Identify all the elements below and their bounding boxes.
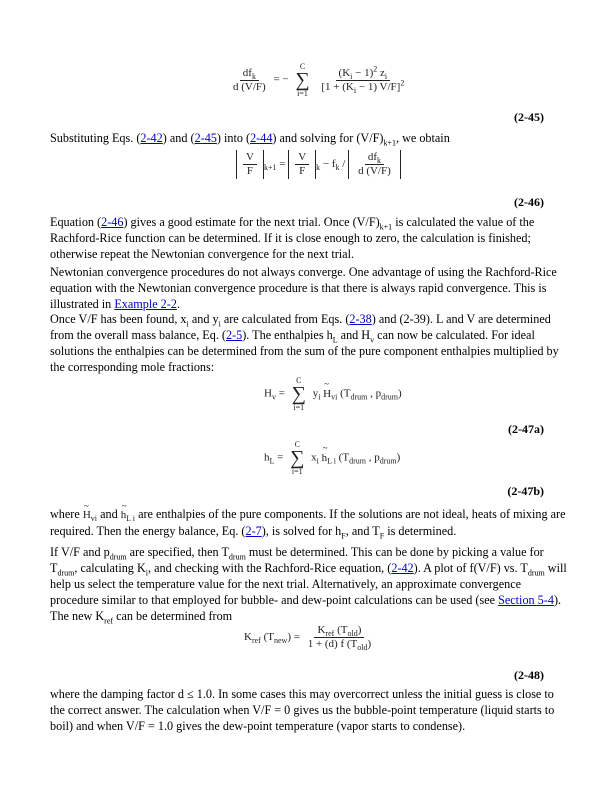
equation-2-46: $\frac{V}{F}$ $_{k+1}$ = $\frac{V}{F}$ $_k - f_k$ / $\frac{df_k}{d (V/F)}$ (236, 150, 401, 179)
equation-2-47a: $H_v$ = C ∑ i=1 $y_i$ ~ $H_{vi}$ ($T_{drum}$ , $p_{drum}$) (264, 376, 402, 412)
link-example-2-2[interactable]: Example 2-2 (114, 297, 177, 311)
equation-number-2-46: (2-46) (514, 195, 544, 209)
equation-number-2-45: (2-45) (514, 110, 544, 124)
paragraph-if-vf: If V/F and $p_{drum}$ are specified, then $T_{drum}$ must be determined. This can be done by picking a value for $T_{drum}$, calculating $K_i$, and checking with the Rachford-Rice equation, (2-42). A plot of f(V/F) vs. $T_{drum}$ will help us select the temperature value for the next trial. Alternatively, an approximate convergence procedure similar to that employed for bubble- and dew-point calculations can be used (see Section 5-4). The new $K_{ref}$ can be determined from (50, 545, 567, 626)
link-eq-2-38[interactable]: 2-38 (349, 312, 372, 326)
link-eq-2-44[interactable]: 2-44 (250, 131, 273, 145)
equation-2-47b: $h_L$ = C ∑ i=1 $x_i$ ~ $h_{L i}$ ($T_{drum}$ , $p_{drum}$) (264, 440, 400, 476)
paragraph-substituting: Substituting Eqs. (2-42) and (2-45) into (2-44) and solving for $(V/F)_{k+1}$, we obtain (50, 131, 450, 148)
paragraph-once-vf: Once V/F has been found, $x_i$ and $y_i$ are calculated from Eqs. (2-38) and (2-39). L and V are determined from the overall mass balance, Eq. (2-5). The enthalpies $h_L$ and $H_v$ can now be calculated. For ideal solutions the enthalpies can be determined from the sum of the pure component enthalpies multiplied by the corresponding mole fractions: (50, 312, 559, 374)
equation-2-45: $\frac{df_k}{d (V/F)}$ = − C ∑ i=1 $\frac{(K_i - 1)^2 z_i}{[1 + (K_i - 1) V/F]^2}$ (233, 62, 405, 98)
equation-number-2-48: (2-48) (514, 668, 544, 682)
link-eq-2-42-b[interactable]: 2-42 (391, 561, 414, 575)
link-eq-2-46[interactable]: 2-46 (101, 215, 124, 229)
paragraph-where-enthalpies: where ~ $H_{vi}$ and ~ $h_{L i}$ are enthalpies of the pure components. If the solutions are not ideal, heats of mixing are required. Then the energy balance, Eq. (2-7), is solved for $h_F$, and $T_F$ is determined. (50, 506, 570, 539)
link-section-5-4[interactable]: Section 5-4 (498, 593, 554, 607)
equation-number-2-47a: (2-47a) (508, 422, 544, 436)
link-eq-2-45[interactable]: 2-45 (194, 131, 217, 145)
link-eq-2-42[interactable]: 2-42 (140, 131, 163, 145)
paragraph-damping-factor: where the damping factor d ≤ 1.0. In some cases this may overcorrect unless the initial guess is close to the correct answer. The calculation when V/F = 0 gives us the bubble-point temperature (liquid starts to boil) and when V/F = 1.0 gives the dew-point temperature (vapor starts to condense). (50, 687, 555, 733)
equation-number-2-47b: (2-47b) (507, 484, 544, 498)
paragraph-equation-estimate: Equation (2-46) gives a good estimate for the next trial. Once $(V/F)_{k+1}$ is calculated the value of the Rachford-Rice function can be determined. If it is close enough to zero, the calculation is finished; otherwise repeat the Newtonian convergence for the next trial. (50, 215, 535, 261)
equation-2-48: $K_{ref}$ $(T_{new})$ = $\frac{K_{ref} (T_{old})}{1 + (d) f (T_{old})}$ (244, 624, 372, 653)
link-eq-2-5[interactable]: 2-5 (225, 328, 243, 342)
paragraph-newtonian: Newtonian convergence procedures do not always converge. One advantage of using the Rachford-Rice equation with the Newtonian convergence procedure is that there is always rapid convergence. This is illustrated in Example 2-2. (50, 265, 557, 311)
link-eq-2-7[interactable]: 2-7 (245, 524, 262, 538)
